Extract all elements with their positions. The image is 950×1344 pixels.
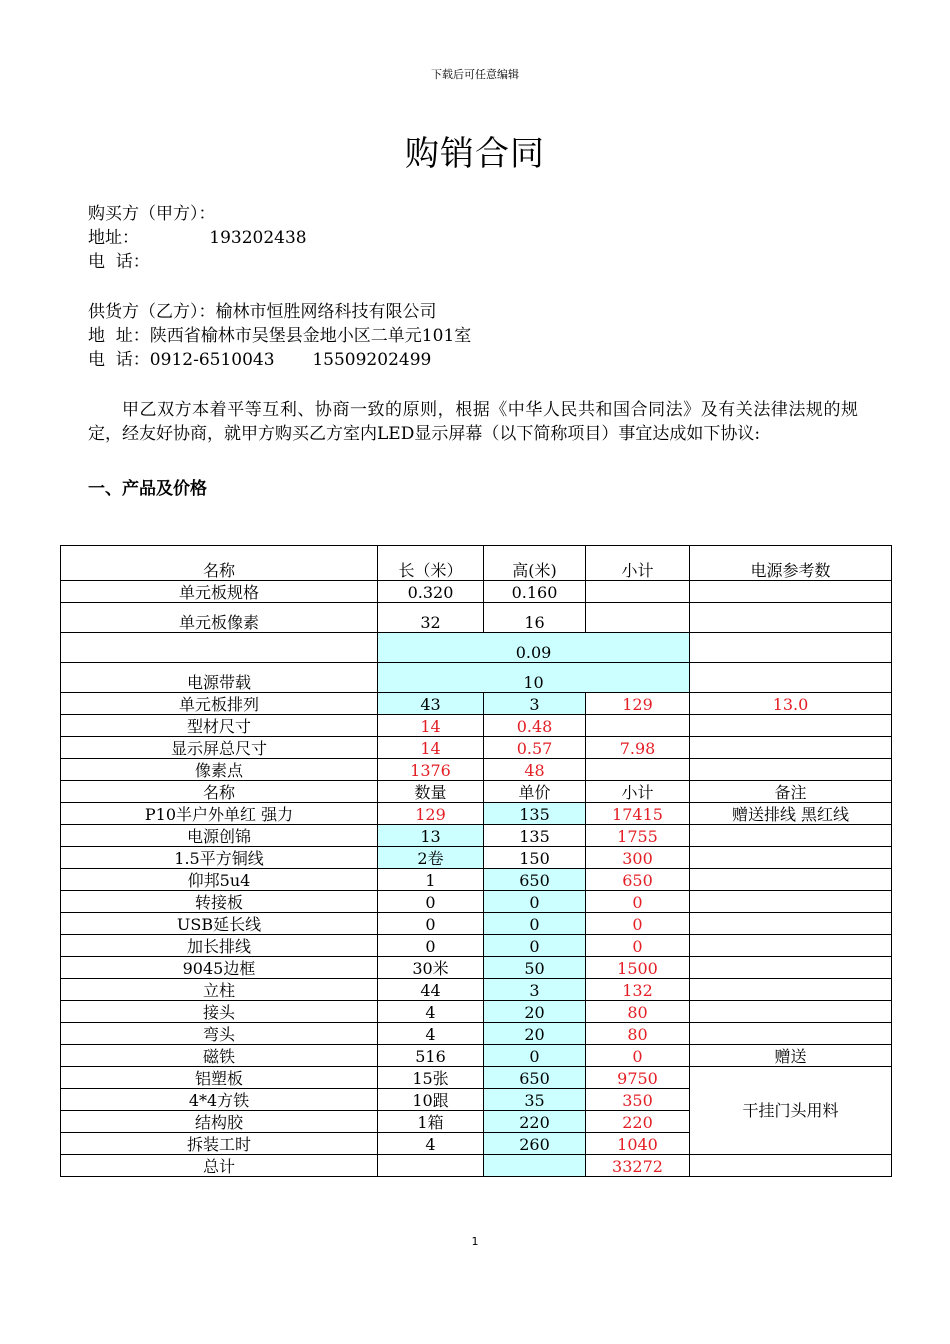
cell: 1376 — [378, 759, 484, 781]
cell: 1 — [378, 869, 484, 891]
cell: 3 — [484, 979, 586, 1001]
cell: 44 — [378, 979, 484, 1001]
cell: 拆装工时 — [61, 1133, 378, 1155]
cell: 4 — [378, 1133, 484, 1155]
cell: 0 — [484, 891, 586, 913]
cell: 1箱 — [378, 1111, 484, 1133]
cell — [690, 1023, 892, 1045]
cell — [690, 603, 892, 633]
cell — [690, 957, 892, 979]
header-cell: 名称 — [61, 546, 378, 581]
cell — [586, 759, 690, 781]
cell: 0 — [586, 913, 690, 935]
spec-row — [61, 581, 892, 603]
cell: 铝塑板 — [61, 1067, 378, 1089]
cell — [690, 825, 892, 847]
cell: 300 — [586, 847, 690, 869]
cell: 13 — [378, 825, 484, 847]
cell: 1755 — [586, 825, 690, 847]
cell: 129 — [586, 693, 690, 715]
total-label: 总计 — [61, 1155, 378, 1177]
cell: 弯头 — [61, 1023, 378, 1045]
cell: 10跟 — [378, 1089, 484, 1111]
cell: 结构胶 — [61, 1111, 378, 1133]
party-b-label: 供货方（乙方）：榆林市恒胜网络科技有限公司 — [88, 302, 437, 322]
header-cell: 电源参考数 — [690, 546, 892, 581]
cell — [690, 663, 892, 693]
cell: 4 — [378, 1001, 484, 1023]
cell: 电源带载 — [61, 663, 378, 693]
cell: 0 — [378, 935, 484, 957]
table-row — [61, 979, 892, 1001]
cell: 转接板 — [61, 891, 378, 913]
cell: 10 — [378, 663, 690, 693]
cell: 20 — [484, 1023, 586, 1045]
cell: 干挂门头用料 — [690, 1067, 892, 1155]
spec-row — [61, 603, 892, 633]
party-b-address: 地 址：陕西省榆林市吴堡县金地小区二单元101室 — [88, 326, 472, 346]
cell: 650 — [484, 869, 586, 891]
spec-header-row — [61, 546, 892, 581]
cell — [690, 759, 892, 781]
document-title: 购销合同 — [405, 134, 545, 174]
header-note: 下载后可任意编辑 — [431, 68, 519, 81]
cell: 150 — [484, 847, 586, 869]
cell: 135 — [484, 825, 586, 847]
cell: 650 — [586, 869, 690, 891]
cell: 接头 — [61, 1001, 378, 1023]
table-row — [61, 1001, 892, 1023]
header-cell: 小计 — [586, 546, 690, 581]
cell: 135 — [484, 803, 586, 825]
page-number: 1 — [471, 1235, 479, 1248]
cell — [690, 1155, 892, 1177]
table-row — [61, 803, 892, 825]
table-row — [61, 1023, 892, 1045]
cell — [690, 869, 892, 891]
party-b-phone: 电 话：0912-6510043 15509202499 — [88, 350, 432, 370]
cell: 0.09 — [378, 633, 690, 663]
cell — [690, 847, 892, 869]
spec-row — [61, 715, 892, 737]
table-row — [61, 1045, 892, 1067]
cell — [484, 1155, 586, 1177]
spec-row — [61, 759, 892, 781]
items-header-row — [61, 781, 892, 803]
cell — [690, 1001, 892, 1023]
cell: USB延长线 — [61, 913, 378, 935]
cell — [586, 603, 690, 633]
table-row — [61, 847, 892, 869]
cell: 9750 — [586, 1067, 690, 1089]
cell: 14 — [378, 737, 484, 759]
cell: 0 — [586, 1045, 690, 1067]
header-cell: 高(米) — [484, 546, 586, 581]
cell: 7.98 — [586, 737, 690, 759]
cell: 20 — [484, 1001, 586, 1023]
spec-row — [61, 633, 892, 663]
cell: 650 — [484, 1067, 586, 1089]
cell: 4 — [378, 1023, 484, 1045]
product-price-table — [60, 545, 892, 1177]
cell — [690, 979, 892, 1001]
cell: 0 — [484, 913, 586, 935]
cell: 132 — [586, 979, 690, 1001]
table-row — [61, 913, 892, 935]
party-a-address: 地址： 193202438 — [88, 228, 307, 248]
cell: 显示屏总尺寸 — [61, 737, 378, 759]
table-row — [61, 935, 892, 957]
cell: 350 — [586, 1089, 690, 1111]
cell: 0 — [378, 913, 484, 935]
cell: 17415 — [586, 803, 690, 825]
cell — [586, 715, 690, 737]
section-heading-products: 一、产品及价格 — [88, 479, 207, 499]
cell: 0.320 — [378, 581, 484, 603]
party-a-label: 购买方（甲方）： — [88, 204, 216, 224]
cell: 加长排线 — [61, 935, 378, 957]
cell: 仰邦5u4 — [61, 869, 378, 891]
cell — [690, 891, 892, 913]
cell: 磁铁 — [61, 1045, 378, 1067]
cell — [690, 581, 892, 603]
cell: 32 — [378, 603, 484, 633]
total-value: 33272 — [586, 1155, 690, 1177]
cell — [61, 633, 378, 663]
cell: 220 — [484, 1111, 586, 1133]
cell: 35 — [484, 1089, 586, 1111]
cell — [690, 737, 892, 759]
cell: 1.5平方铜线 — [61, 847, 378, 869]
cell — [690, 715, 892, 737]
cell: 型材尺寸 — [61, 715, 378, 737]
cell: 4*4方铁 — [61, 1089, 378, 1111]
cell: 14 — [378, 715, 484, 737]
cell: 0 — [378, 891, 484, 913]
cell: 80 — [586, 1023, 690, 1045]
cell: 16 — [484, 603, 586, 633]
cell — [586, 581, 690, 603]
table-row — [61, 957, 892, 979]
cell: 260 — [484, 1133, 586, 1155]
cell: 1500 — [586, 957, 690, 979]
table-row — [61, 891, 892, 913]
cell — [690, 913, 892, 935]
header-cell: 名称 — [61, 781, 378, 803]
cell: 0 — [484, 935, 586, 957]
intro-paragraph: 甲乙双方本着平等互利、协商一致的原则，根据《中华人民共和国合同法》及有关法律法规的规定，经友好协商，就甲方购买乙方室内LED显示屏幕（以下简称项目）事宜达成如下协议: — [88, 400, 858, 444]
table-row — [61, 869, 892, 891]
cell: 0.160 — [484, 581, 586, 603]
header-cell: 单价 — [484, 781, 586, 803]
cell: 单元板像素 — [61, 603, 378, 633]
cell: 赠送排线 黑红线 — [690, 803, 892, 825]
cell: 9045边框 — [61, 957, 378, 979]
cell: 0.57 — [484, 737, 586, 759]
cell: 0.48 — [484, 715, 586, 737]
cell: 43 — [378, 693, 484, 715]
header-cell: 长（米） — [378, 546, 484, 581]
cell: 立柱 — [61, 979, 378, 1001]
cell: 电源创锦 — [61, 825, 378, 847]
cell — [690, 935, 892, 957]
cell: 50 — [484, 957, 586, 979]
cell: 0 — [586, 935, 690, 957]
cell: 0 — [586, 891, 690, 913]
cell: 13.0 — [690, 693, 892, 715]
cell: 赠送 — [690, 1045, 892, 1067]
cell: 2卷 — [378, 847, 484, 869]
header-cell: 数量 — [378, 781, 484, 803]
cell: 1040 — [586, 1133, 690, 1155]
cell: 0 — [484, 1045, 586, 1067]
cell: 单元板规格 — [61, 581, 378, 603]
cell: 48 — [484, 759, 586, 781]
spec-row — [61, 693, 892, 715]
table-row — [61, 825, 892, 847]
cell: 220 — [586, 1111, 690, 1133]
cell: 129 — [378, 803, 484, 825]
cell — [378, 1155, 484, 1177]
cell: 15张 — [378, 1067, 484, 1089]
cell: P10半户外单红 强力 — [61, 803, 378, 825]
cell: 单元板排列 — [61, 693, 378, 715]
cell: 516 — [378, 1045, 484, 1067]
cell: 像素点 — [61, 759, 378, 781]
cell — [690, 633, 892, 663]
spec-row — [61, 737, 892, 759]
cell: 3 — [484, 693, 586, 715]
cell: 30米 — [378, 957, 484, 979]
header-cell: 小计 — [586, 781, 690, 803]
party-a-phone: 电 话： — [88, 252, 150, 272]
header-cell: 备注 — [690, 781, 892, 803]
table-row — [61, 1067, 892, 1089]
spec-row — [61, 663, 892, 693]
total-row — [61, 1155, 892, 1177]
cell: 80 — [586, 1001, 690, 1023]
